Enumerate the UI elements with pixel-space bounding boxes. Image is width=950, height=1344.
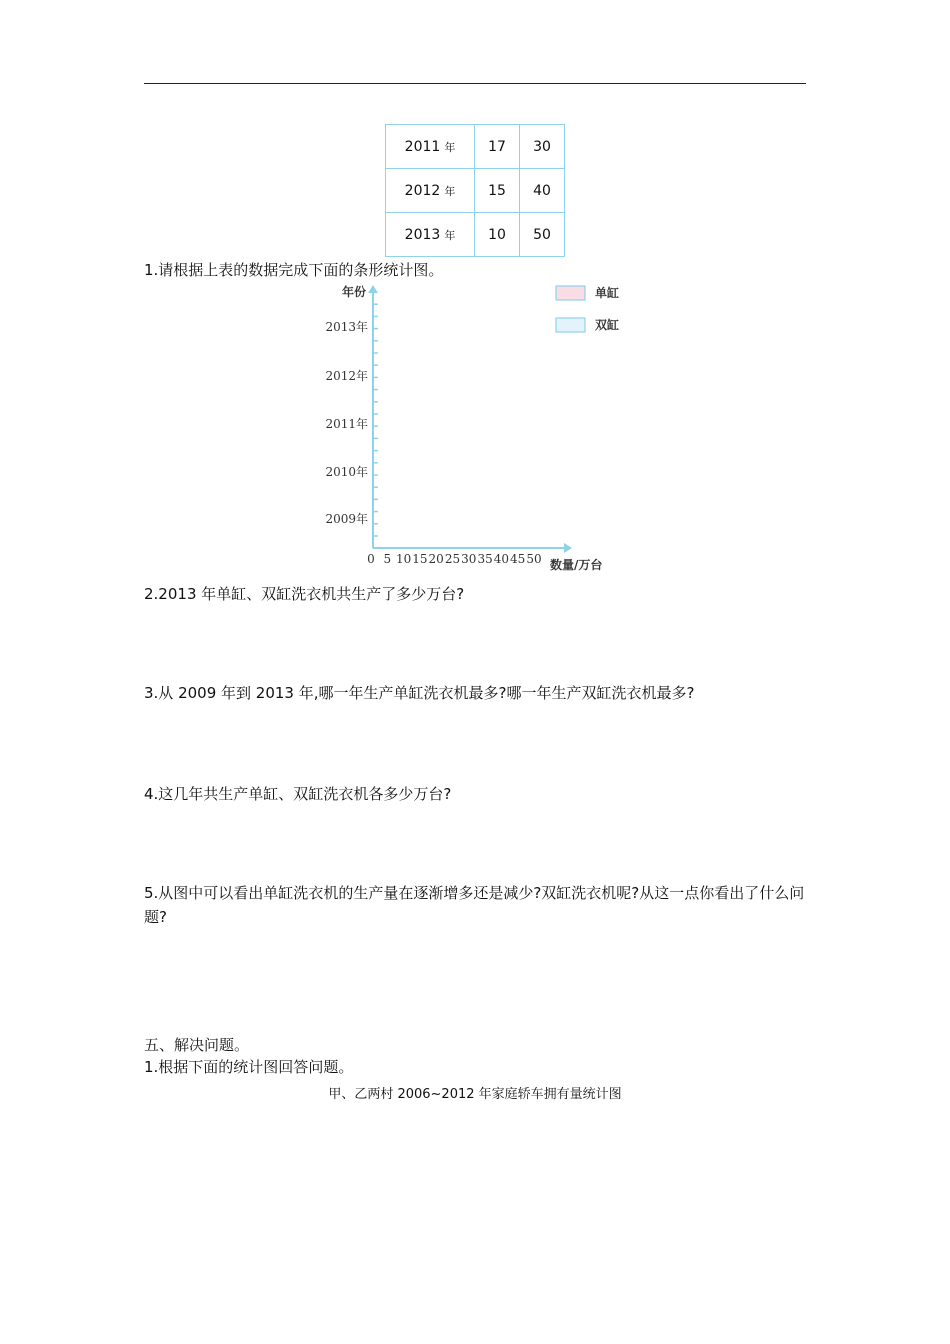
x-tick-label: 5 (383, 552, 392, 566)
x-tick-label: 10 (395, 552, 412, 566)
section-5-question-1: 1.根据下面的统计图回答问题。 (144, 1058, 354, 1076)
legend-label: 单缸 (595, 286, 620, 300)
y-tick-label: 2011年 (325, 417, 368, 431)
y-axis-arrow (368, 285, 378, 293)
chart-caption: 甲、乙两村 2006~2012 年家庭轿车拥有量统计图 (328, 1087, 622, 1102)
section-5-title: 五、解决问题。 (144, 1036, 250, 1054)
y-tick-label: 2010年 (325, 465, 368, 479)
y-tick-label: 2012年 (325, 369, 368, 383)
legend-swatch (556, 318, 585, 332)
question-3: 3.从 2009 年到 2013 年,哪一年生产单缸洗衣机最多?哪一年生产双缸洗衣机最多? (144, 684, 695, 702)
x-tick-label: 0 (367, 552, 375, 566)
question-1: 1.请根据上表的数据完成下面的条形统计图。 (144, 261, 444, 279)
x-tick-label: 15 (412, 552, 428, 566)
x-tick-label: 40 (493, 552, 510, 566)
question-4: 4.这几年共生产单缸、双缸洗衣机各多少万台? (144, 785, 452, 803)
table-cell-single: 15 (475, 169, 520, 213)
y-axis-title: 年份 (341, 285, 366, 299)
x-tick-label: 35 (477, 552, 493, 566)
table-cell-double: 50 (520, 213, 565, 257)
table-cell-year: 2011 年 (386, 125, 475, 169)
table-cell-double: 30 (520, 125, 565, 169)
x-tick-label: 25 (444, 552, 461, 566)
table-cell-year: 2012 年 (386, 169, 475, 213)
x-axis-title: 数量/万台 (550, 558, 603, 572)
x-tick-label: 50 (526, 552, 542, 566)
y-tick-label: 2009年 (325, 512, 368, 526)
x-axis-arrow (564, 543, 572, 553)
legend-label: 双缸 (595, 318, 620, 332)
table-cell-double: 40 (520, 169, 565, 213)
bar-chart (0, 0, 950, 600)
x-tick-label: 45 (510, 552, 526, 566)
table-cell-single: 10 (475, 213, 520, 257)
table-cell-single: 17 (475, 125, 520, 169)
x-tick-label: 30 (461, 552, 477, 566)
x-tick-label: 20 (428, 552, 444, 566)
question-5: 5.从图中可以看出单缸洗衣机的生产量在逐渐增多还是减少?双缸洗衣机呢?从这一点你看出了什么问题? (144, 884, 805, 926)
legend-swatch (556, 286, 585, 300)
question-2: 2.2013 年单缸、双缸洗衣机共生产了多少万台? (144, 585, 465, 603)
table-cell-year: 2013 年 (386, 213, 475, 257)
y-tick-label: 2013年 (325, 320, 368, 334)
